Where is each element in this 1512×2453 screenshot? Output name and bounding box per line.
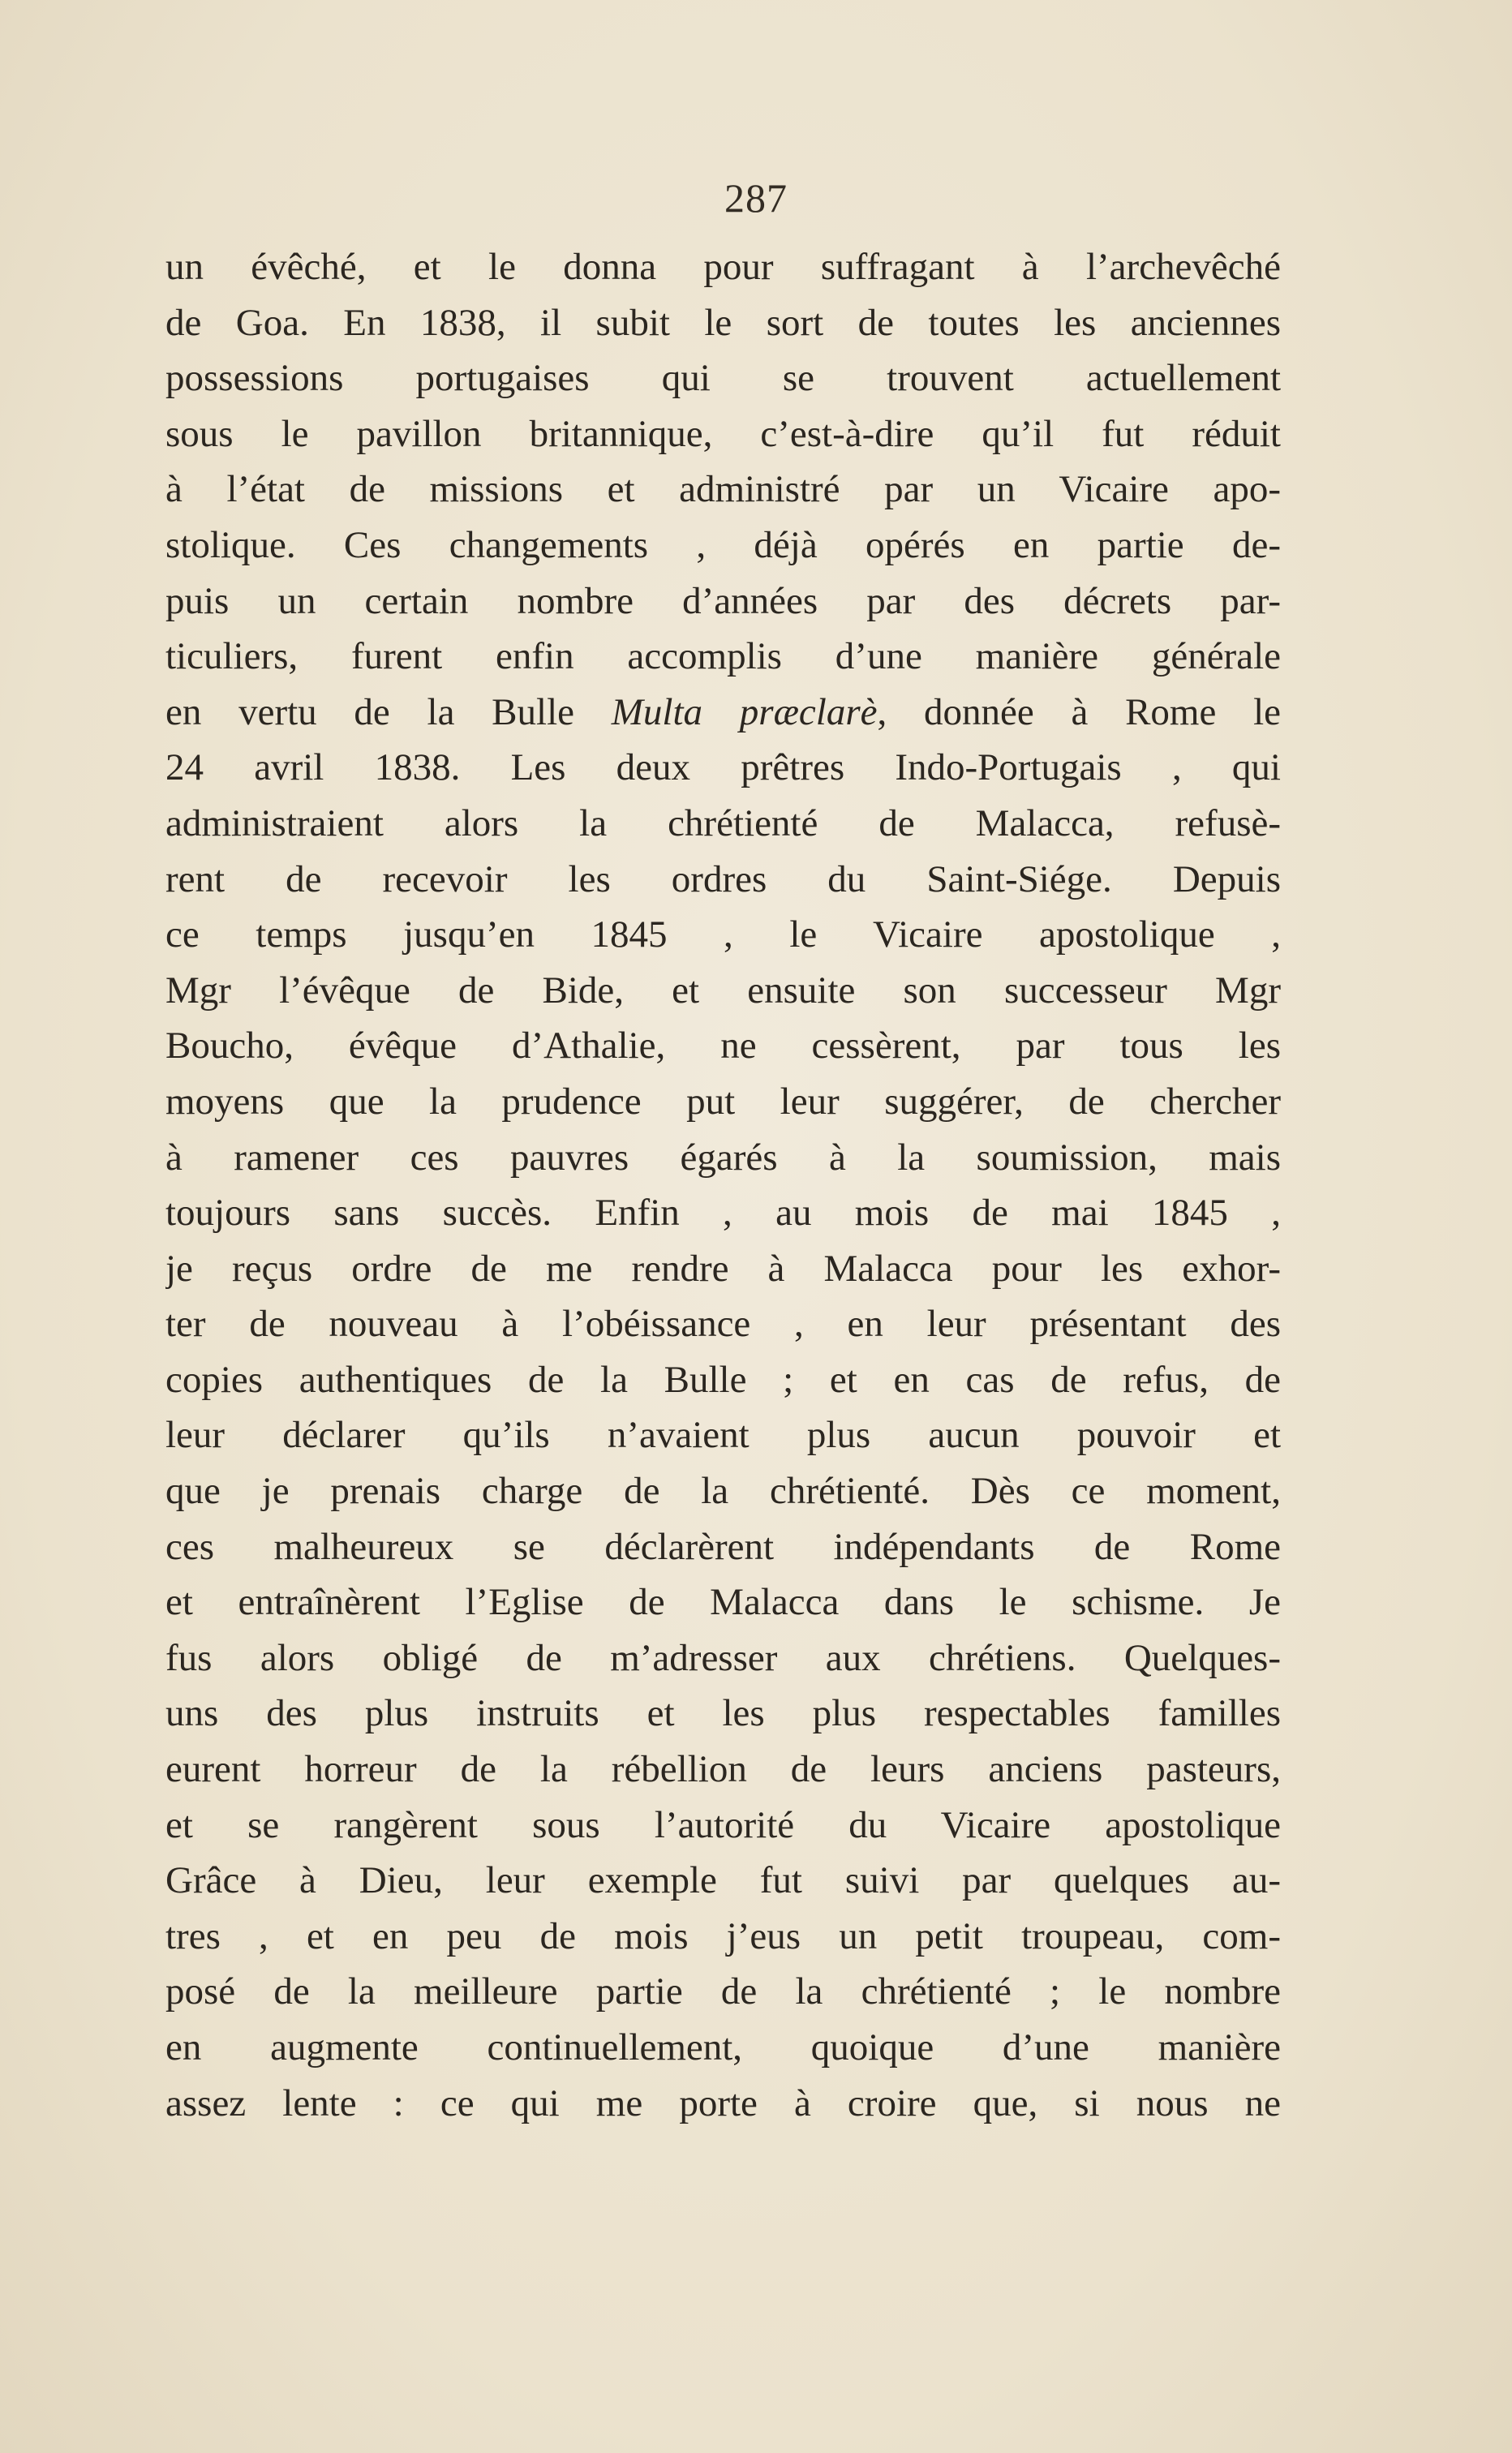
text-line: à ramener ces pauvres égarés à la soumission, mais	[165, 1136, 1281, 1179]
text-line: assez lente : ce qui me porte à croire que, si nous ne	[165, 2081, 1281, 2124]
text-line: tres , et en peu de mois j’eus un petit troupeau, com-	[165, 1914, 1281, 1957]
text-line: stolique. Ces changements , déjà opérés en partie de-	[165, 523, 1281, 566]
text-line: fus alors obligé de m’adresser aux chrétiens. Quelques-	[165, 1636, 1281, 1679]
text-line: sous le pavillon britannique, c’est-à-dire qu’il fut réduit	[165, 412, 1281, 455]
text-line: Boucho, évêque d’Athalie, ne cessèrent, par tous les	[165, 1025, 1281, 1068]
text-line: ter de nouveau à l’obéissance , en leur présentant des	[165, 1303, 1281, 1346]
text-line: à l’état de missions et administré par un Vicaire apo-	[165, 468, 1281, 511]
page-number: 287	[724, 175, 788, 221]
text-line: posé de la meilleure partie de la chrétienté ; le nombre	[165, 1970, 1281, 2013]
text-line: 24 avril 1838. Les deux prêtres Indo-Portugais , qui	[165, 746, 1281, 789]
text-line: leur déclarer qu’ils n’avaient plus aucun pouvoir et	[165, 1414, 1281, 1457]
text-line: eurent horreur de la rébellion de leurs anciens pasteurs,	[165, 1748, 1281, 1791]
text-line: toujours sans succès. Enfin , au mois de mai 1845 ,	[165, 1192, 1281, 1235]
text-line: de Goa. En 1838, il subit le sort de toutes les anciennes	[165, 301, 1281, 344]
text-line: administraient alors la chrétienté de Malacca, refusè-	[165, 801, 1281, 844]
text-line: je reçus ordre de me rendre à Malacca pour les exhor-	[165, 1247, 1281, 1290]
text-line: en vertu de la Bulle Multa præclarè, donnée à Rome le	[165, 690, 1281, 733]
text-line: ces malheureux se déclarèrent indépendants de Rome	[165, 1525, 1281, 1568]
text-line: et se rangèrent sous l’autorité du Vicaire apostolique	[165, 1803, 1281, 1846]
text-line: moyens que la prudence put leur suggérer, de chercher	[165, 1080, 1281, 1123]
text-line: en augmente continuellement, quoique d’une manière	[165, 2026, 1281, 2069]
text-line: ce temps jusqu’en 1845 , le Vicaire apostolique ,	[165, 913, 1281, 956]
text-line: un évêché, et le donna pour suffragant à l’archevêché	[165, 246, 1281, 288]
text-line: uns des plus instruits et les plus respectables familles	[165, 1692, 1281, 1735]
text-line: que je prenais charge de la chrétienté. Dès ce moment,	[165, 1470, 1281, 1513]
text-line: puis un certain nombre d’années par des décrets par-	[165, 579, 1281, 622]
text-line: rent de recevoir les ordres du Saint-Siége. Depuis	[165, 857, 1281, 900]
text-line: Grâce à Dieu, leur exemple fut suivi par quelques au-	[165, 1859, 1281, 1902]
text-line: ticuliers, furent enfin accomplis d’une manière générale	[165, 635, 1281, 678]
text-line: Mgr l’évêque de Bide, et ensuite son successeur Mgr	[165, 969, 1281, 1012]
text-line: et entraînèrent l’Eglise de Malacca dans le schisme. Je	[165, 1581, 1281, 1624]
body-text	[165, 239, 1281, 2131]
text-line: possessions portugaises qui se trouvent actuellement	[165, 357, 1281, 400]
text-line: copies authentiques de la Bulle ; et en cas de refus, de	[165, 1358, 1281, 1401]
